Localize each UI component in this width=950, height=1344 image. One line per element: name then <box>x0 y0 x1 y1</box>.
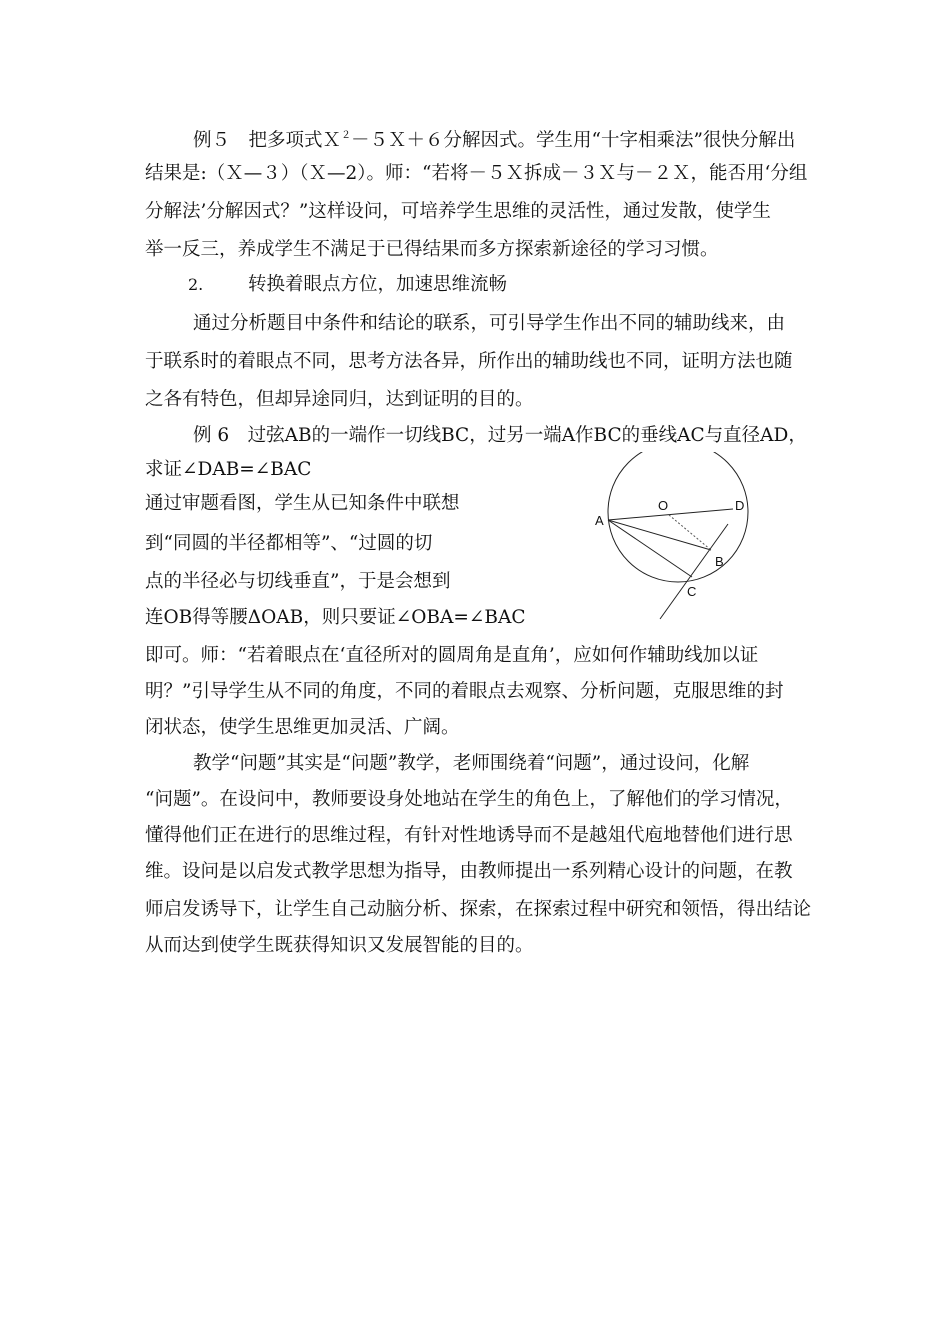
circle-tangent-figure <box>585 452 775 627</box>
teaching-line-6: 从而达到使学生既获得知识又发展智能的目的。 <box>145 935 534 956</box>
radius-ob-dashed <box>669 515 711 550</box>
section-heading: 转换着眼点方位，加速思维流畅 <box>248 274 508 295</box>
example6-line-7: 即可。师：“若着眼点在‘直径所对的圆周角是直角’，应如何作辅助线加以证 <box>145 645 759 666</box>
label-c: C <box>687 584 697 599</box>
teaching-line-2: “问题”。在设问中，教师要设身处地站在学生的角色上，了解他们的学习情况， <box>145 789 793 810</box>
example6-line-4: 到“同圆的半径都相等”、“过圆的切 <box>145 533 433 554</box>
line-ac <box>608 520 692 577</box>
chord-ab <box>608 520 711 550</box>
teaching-line-1: 教学“问题”其实是“问题”教学，老师围绕着“问题”，通过设问，化解 <box>193 753 750 774</box>
example5-line-1: 例５ 把多项式Ｘ$^2$－５Ｘ＋６分解因式。学生用“十字相乘法”很快分解出 <box>193 130 796 151</box>
teaching-line-3: 懂得他们正在进行的思维过程，有针对性地诱导而不是越俎代庖地替他们进行思 <box>145 825 793 846</box>
example6-line-1: 例 6 过弦AB的一端作一切线BC，过另一端A作BC的垂线AC与直径AD， <box>193 425 807 446</box>
superscript-2: ２ <box>341 130 352 141</box>
example6-line-9: 闭状态，使学生思维更加灵活、广阔。 <box>145 717 460 738</box>
analysis-line-3: 之各有特色，但却异途同归，达到证明的目的。 <box>145 389 534 410</box>
circle <box>608 452 748 582</box>
label-o: O <box>658 498 669 513</box>
example6-line-5: 点的半径必与切线垂直”，于是会想到 <box>145 571 451 592</box>
example6-line-2: 求证∠DAB=∠BAC <box>145 459 312 480</box>
label-a: A <box>595 513 604 528</box>
label-b: B <box>715 554 724 569</box>
example6-line-6: 连OB得等腰ΔOAB，则只要证∠OBA=∠BAC <box>145 607 526 628</box>
diameter-ad <box>608 509 733 520</box>
label-d: D <box>735 498 745 513</box>
teaching-line-5: 师启发诱导下，让学生自己动脑分析、探索，在探索过程中研究和领悟，得出结论 <box>145 899 812 920</box>
teaching-line-4: 维。设问是以启发式教学思想为指导，由教师提出一系列精心设计的问题，在教 <box>145 861 793 882</box>
example5-line-3: 分解法’分解因式？”这样设问，可培养学生思维的灵活性，通过发散，使学生 <box>145 201 771 222</box>
analysis-line-2: 于联系时的着眼点不同，思考方法各异，所作出的辅助线也不同，证明方法也随 <box>145 351 793 372</box>
example5-line-2: 结果是:（Ｘ—３）（Ｘ—2）。师：“若将－５Ｘ拆成－３Ｘ与－２Ｘ，能否用‘分组 <box>145 163 808 184</box>
example6-line-8: 明？”引导学生从不同的角度，不同的着眼点去观察、分析问题，克服思维的封 <box>145 681 784 702</box>
analysis-line-1: 通过分析题目中条件和结论的联系，可引导学生作出不同的辅助线来，由 <box>193 313 786 334</box>
example5-line-4: 举一反三，养成学生不满足于已得结果而多方探索新途径的学习习惯。 <box>145 239 719 260</box>
example6-line-3: 通过审题看图，学生从已知条件中联想 <box>145 493 460 514</box>
section-number: 2. <box>188 275 204 294</box>
